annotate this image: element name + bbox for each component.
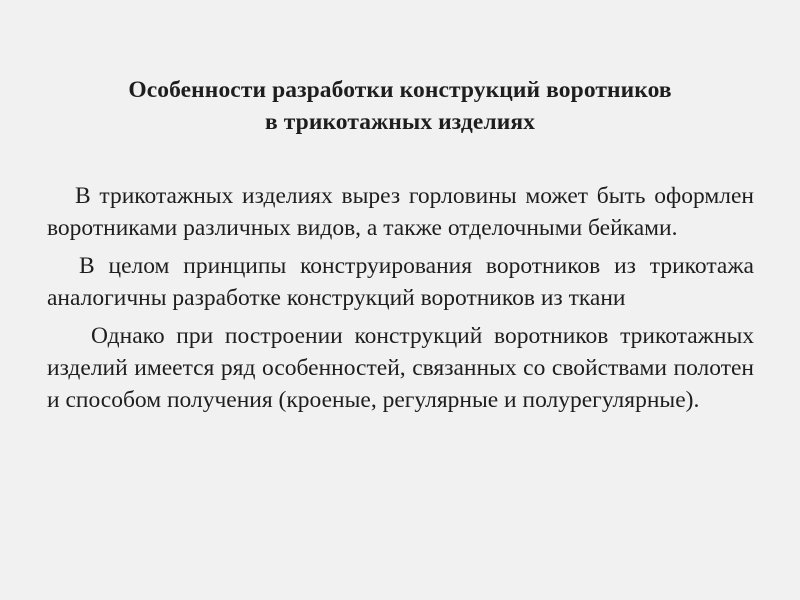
slide-title <box>40 74 760 138</box>
slide-title-line-1: Особенности разработки конструкций воротников <box>128 77 672 103</box>
slide-title-line-2: в трикотажных изделиях <box>264 109 536 135</box>
paragraph-1: В трикотажных изделиях вырез горловины может быть оформлен воротниками различных видов, а также отделочными бейками. <box>47 183 754 241</box>
paragraph-2: В целом принципы конструирования воротников из трикотажа аналогичны разработке конструкций воротников из ткани <box>47 253 754 311</box>
paragraph-3: Однако при построении конструкций воротников трикотажных изделий имеется ряд особенностей, связанных со свойствами полотен и способом получения (кроеные, регулярные и полурегулярные). <box>47 323 754 413</box>
slide-body <box>47 180 754 422</box>
